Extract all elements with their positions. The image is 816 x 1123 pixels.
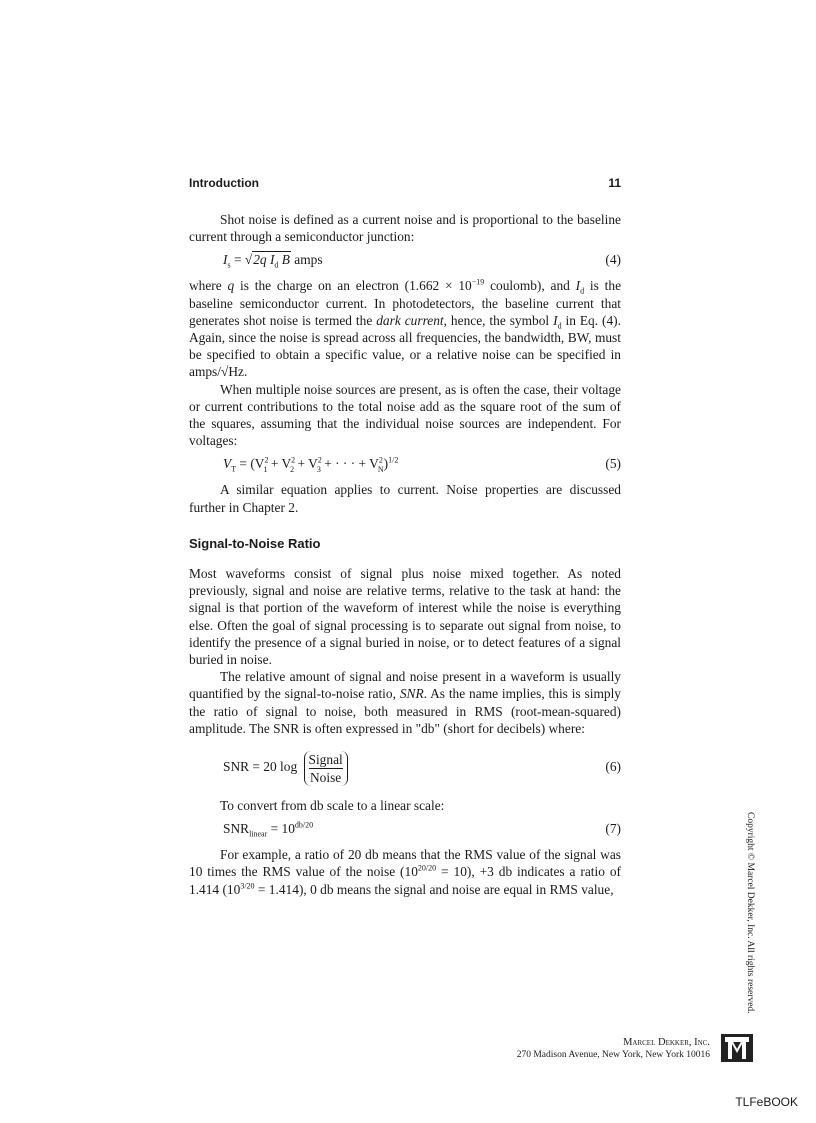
p2-id2-sub: d: [557, 321, 562, 331]
p6-a: The relative amount of signal and noise present in a waveform is usually quantified by the signal-to-noise ratio,: [189, 669, 621, 702]
p8-a: For example, a ratio of 20 db means that the RMS value of the signal was 10 times the RMS value of the noise (10: [189, 847, 621, 880]
copyright-text: Copyright © Marcel Dekker, Inc. All rights reserved.: [745, 812, 755, 1014]
copyright-notice: [739, 812, 759, 1024]
eq5-pow: 2: [378, 455, 383, 465]
eq5-e: + · · · + V: [320, 456, 379, 472]
p8-e1: 20/20: [417, 864, 437, 874]
eq4-lhs-sub: s: [227, 261, 231, 271]
publisher-imprint: [517, 1037, 710, 1061]
p8-c: = 1.414), 0 db means the signal and noise are equal in RMS value,: [254, 881, 614, 897]
eq6-lhs: SNR = 20 log: [223, 759, 298, 775]
eq6-denominator: Noise: [310, 769, 342, 785]
running-header: [189, 176, 621, 190]
eq4-units: amps: [290, 252, 323, 268]
eq5-d: + V: [294, 456, 318, 472]
publisher-name: Marcel Dekker, Inc.: [623, 1037, 710, 1048]
p2-id-sub: d: [580, 287, 585, 297]
p2-a: where: [189, 278, 228, 294]
page-number: 11: [608, 176, 621, 190]
eq4-radicand: [252, 251, 291, 271]
page-body: [189, 211, 621, 898]
eq5-s2: 2: [290, 465, 295, 475]
p2-id: I: [575, 278, 581, 294]
paragraph-current: A similar equation applies to current. Noise properties are discussed further in Chapter 2.: [189, 482, 621, 515]
p2-f: in Eq. (4). Again, since the noise is spread across all frequencies, the bandwidth, BW, must be specified to obtain a specific value, or a relative noise can be specified in amps/√Hz.: [189, 312, 621, 380]
p2-q: q: [227, 278, 235, 294]
p6-snr: SNR: [399, 686, 424, 702]
eq5-pow: 2: [317, 455, 322, 465]
p8-e2: 3/20: [240, 881, 255, 891]
publisher-address: 270 Madison Avenue, New York, New York 10016: [516, 1050, 710, 1060]
eq5-v: V: [223, 456, 232, 472]
chapter-title: Introduction: [189, 176, 259, 190]
eq5-s3: 3: [316, 465, 321, 475]
eq5-pow: 2: [291, 455, 296, 465]
eq7-exp: db/20: [294, 820, 314, 830]
paragraph-charge: [189, 277, 621, 380]
paragraph-example: [189, 846, 621, 898]
paragraph-waveforms: Most waveforms consist of signal plus noise mixed together. As noted previously, signal and noise are relative terms, relative to the task at hand: the signal is that portion of the waveform of interest while the noise is everything else. Often the goal of signal processing is to separate out signal from noise, to identify the presence of a signal buried in noise, or to detect features of a signal buried in noise.: [189, 566, 621, 668]
paragraph-multiple-sources: When multiple noise sources are present, as is often the case, their voltage or current contributions to the total noise add as the square root of the sum of the squares, assuming that the individual noise sources are independent. For voltages:: [189, 381, 621, 449]
eq5-b: = (V: [236, 456, 265, 472]
eq4-root-sub: d: [274, 261, 279, 271]
equation-7: [223, 820, 621, 838]
paragraph-convert: To convert from db scale to a linear scale:: [220, 798, 445, 814]
equation-number: (5): [605, 456, 621, 472]
eq5-sn: N: [377, 465, 384, 475]
equation-6: [223, 747, 621, 787]
p2-id2: I: [553, 312, 558, 328]
equation-number: (4): [605, 252, 621, 268]
p2-b: is the charge on an electron (1.662 × 10: [234, 278, 472, 294]
eq7-lhs: SNR: [223, 821, 250, 837]
equation-4: $I_s = √2q$ $I_d$ B amps (4): [223, 252, 621, 271]
paragraph-snr: [189, 668, 621, 737]
eq5-s1: 1: [263, 465, 268, 475]
paragraph-shot-noise: Shot noise is defined as a current noise and is proportional to the baseline current through a semiconductor junction:: [189, 212, 621, 245]
eq7-mid: = 10: [267, 821, 295, 837]
section-heading: Signal-to-Noise Ratio: [189, 535, 321, 551]
eq5-pow: 2: [264, 455, 269, 465]
eq6-numerator: Signal: [308, 751, 343, 767]
p2-exp: −19: [471, 277, 485, 287]
equation-5: $V_T = (V^2_1 + V^2_2 + V^2_3$ + · · · + $V^2_N)^{1/2}$ (5): [223, 455, 621, 475]
eq4-equals: =: [230, 252, 245, 268]
publisher-logo-icon: [720, 1031, 754, 1065]
equation-number: (6): [605, 759, 621, 775]
p2-dark-current: dark current: [376, 312, 444, 328]
p2-e: , hence, the symbol: [443, 312, 554, 328]
equation-number: (7): [605, 821, 621, 837]
p2-d: is the baseline semiconductor current. In photodetectors, the baseline current that generates shot noise is termed the: [189, 278, 622, 328]
eq4-root: 2q I: [253, 252, 275, 268]
eq4-root-tail: B: [278, 252, 290, 268]
eq6-fraction: [304, 751, 348, 786]
p6-b: . As the name implies, this is simply the ratio of signal to noise, both measured in RMS (root-mean-squared) amplitude. The SNR is often expressed in "db" (short for decibels) where:: [189, 686, 621, 736]
p2-c: coulomb), and: [484, 278, 576, 294]
eq5-c: + V: [267, 456, 292, 472]
eq4-lhs: I: [223, 252, 228, 268]
p8-b: = 10), +3 db indicates a ratio of 1.414 (10: [189, 864, 621, 897]
eq5-exp: 1/2: [388, 455, 399, 465]
eq7-sub: linear: [249, 829, 268, 839]
footer-tag: TLFeBOOK: [735, 1095, 798, 1109]
eq6-lhs-wrap: [223, 747, 348, 787]
eq5-sub-t: T: [231, 465, 237, 475]
